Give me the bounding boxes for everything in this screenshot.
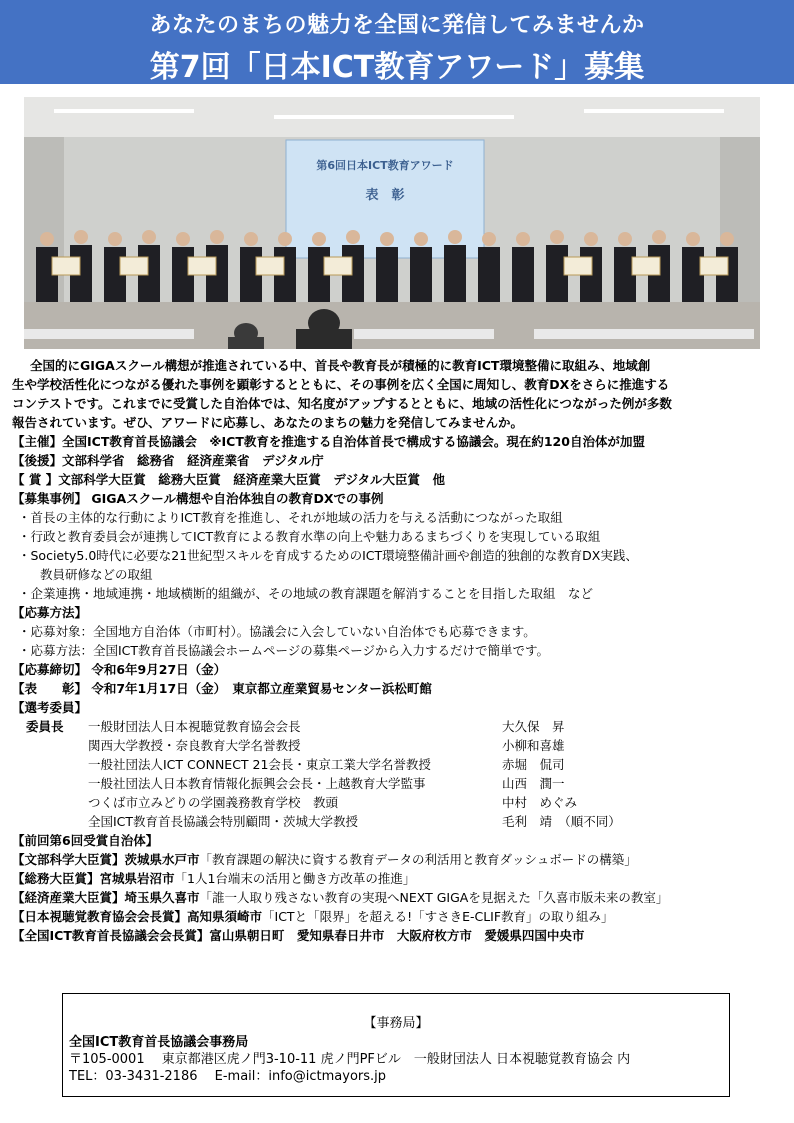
judge-row: [12, 755, 782, 774]
winner-description: 「教育課題の解決に資する教育データの利活用と教育ダッシュボードの構築」: [199, 852, 637, 867]
judges-title: 【選考委員】: [12, 700, 88, 715]
intro-line: 生や学校活性化につながる優れた事例を顕彰するとともに、その事例を広く全国に周知し、教育DXをさらに推進する: [12, 377, 670, 392]
judge-name: 小柳和喜雄: [502, 738, 565, 753]
office-contact[interactable]: TEL：03-3431-2186 E-mail：info@ictmayors.jp: [69, 1069, 387, 1084]
winner-award: 【全国ICT教育首長協議会会長賞】富山県朝日町 愛知県春日井市 大阪府枚方市 愛媛県四国中央市: [12, 928, 585, 943]
case-item: ・Society5.0時代に必要な21世紀型スキルを育成するためのICT環境整備計画や創造的独創的な教育DX実践、: [18, 548, 638, 563]
case-item-continued: 教員研修などの取組: [40, 567, 153, 582]
winner-row: [12, 850, 782, 869]
screen-subtitle: 表 彰: [365, 188, 405, 203]
winner-row: [12, 907, 782, 926]
winner-award: 【総務大臣賞】宮城県岩沼市: [12, 871, 175, 886]
winner-award: 【日本視聴覚教育協会会長賞】高知県須崎市: [12, 909, 263, 924]
judge-affiliation: 一般財団法人日本視聴覚教育協会会長: [88, 719, 301, 734]
ceremony-photo: [24, 97, 760, 349]
office-organization: 全国ICT教育首長協議会事務局: [69, 1035, 249, 1050]
judge-affiliation: 一般社団法人ICT CONNECT 21会長・東京工業大学名誉教授: [88, 757, 431, 772]
case-item: ・行政と教育委員会が連携してICT教育による教育水準の向上や魅力あるまちづくりを実現している取組: [18, 529, 601, 544]
winner-row: [12, 888, 782, 907]
deadline-line: 【応募締切】 令和6年9月27日（金）: [12, 662, 227, 677]
judge-name: 毛利 靖 （順不同）: [502, 814, 621, 829]
judge-affiliation: 関西大学教授・奈良教育大学名誉教授: [88, 738, 301, 753]
office-address: 〒105-0001 東京都港区虎ノ門3-10-11 虎ノ門PFビル 一般財団法人 日本視聴覚教育協会 内: [69, 1052, 631, 1067]
screen-title: 第6回日本ICT教育アワード: [316, 159, 454, 172]
winner-description: 「ICTと「限界」を超える!「すさきE-CLIF教育」の取り組み」: [262, 909, 614, 924]
winner-description: 「1人1台端末の活用と働き方改革の推進」: [174, 871, 416, 886]
case-item: ・企業連携・地域連携・地域横断的組織が、その地域の教育課題を解消することを目指した取組 など: [18, 586, 594, 601]
judge-affiliation: つくば市立みどりの学園義務教育学校 教頭: [88, 795, 339, 810]
winner-description: 「誰一人取り残さない教育の実現へNEXT GIGAを見据えた「久喜市版未来の教室」: [199, 890, 669, 905]
winner-row: [12, 926, 782, 945]
judge-row: [12, 717, 782, 736]
judge-name: 大久保 昇: [502, 719, 565, 734]
intro-line: 報告されています。ぜひ、アワードに応募し、あなたのまちの魅力を発信してみませんか。: [12, 415, 524, 430]
intro-line: コンテストです。これまでに受賞した自治体では、知名度がアップするとともに、地域の活性化につながった例が多数: [12, 396, 672, 411]
winners-title: 【前回第6回受賞自治体】: [12, 833, 159, 848]
judge-row: [12, 774, 782, 793]
judge-row: [12, 793, 782, 812]
winner-award: 【文部科学大臣賞】茨城県水戸市: [12, 852, 200, 867]
judge-name: 赤堀 侃司: [502, 757, 565, 772]
judge-role: 委員長: [26, 719, 64, 734]
office-box: [62, 993, 730, 1097]
method-item: ・応募対象：全国地方自治体（市町村）。協議会に入会していない自治体でも応募できます。: [18, 624, 536, 639]
ceremony-photo-illustration: [24, 97, 760, 349]
header-title: 第7回「日本ICT教育アワード」募集: [149, 50, 645, 85]
case-item: ・首長の主体的な行動によりICT教育を推進し、それが地域の活力を与える活動につながった取組: [18, 510, 563, 525]
judge-affiliation: 一般社団法人日本教育情報化振興会会長・上越教育大学監事: [88, 776, 426, 791]
judge-row: [12, 736, 782, 755]
prizes-line: 【 賞 】文部科学大臣賞 総務大臣賞 経済産業大臣賞 デジタル大臣賞 他: [12, 472, 445, 487]
winner-row: [12, 869, 782, 888]
judge-name: 中村 めぐみ: [502, 795, 578, 810]
winner-award: 【経済産業大臣賞】埼玉県久喜市: [12, 890, 200, 905]
judge-name: 山西 潤一: [502, 776, 565, 791]
method-item: ・応募方法：全国ICT教育首長協議会ホームページの募集ページから入力するだけで簡単です。: [18, 643, 550, 658]
intro-line: 全国的にGIGAスクール構想が推進されている中、首長や教育長が積極的に教育ICT環境整備に取組み、地域創: [30, 358, 651, 373]
judge-affiliation: 全国ICT教育首長協議会特別顧問・茨城大学教授: [88, 814, 359, 829]
method-title: 【応募方法】: [12, 605, 88, 620]
ceremony-line: 【表 彰】 令和7年1月17日（金） 東京都立産業貿易センター浜松町館: [12, 681, 432, 696]
support-line: 【後援】文部科学省 総務省 経済産業省 デジタル庁: [12, 453, 324, 468]
intro-paragraph: [12, 356, 782, 432]
judge-row: [12, 812, 782, 831]
office-heading: 【事務局】: [363, 1016, 429, 1031]
organizer-line: 【主催】全国ICT教育首長協議会 ※ICT教育を推進する自治体首長で構成する協議会。現在約120自治体が加盟: [12, 434, 645, 449]
cases-title: 【募集事例】 GIGAスクール構想や自治体独自の教育DXでの事例: [12, 491, 384, 506]
header-banner: [0, 0, 794, 84]
main-content: [12, 356, 782, 945]
header-subtitle: あなたのまちの魅力を全国に発信してみませんか: [149, 13, 645, 38]
